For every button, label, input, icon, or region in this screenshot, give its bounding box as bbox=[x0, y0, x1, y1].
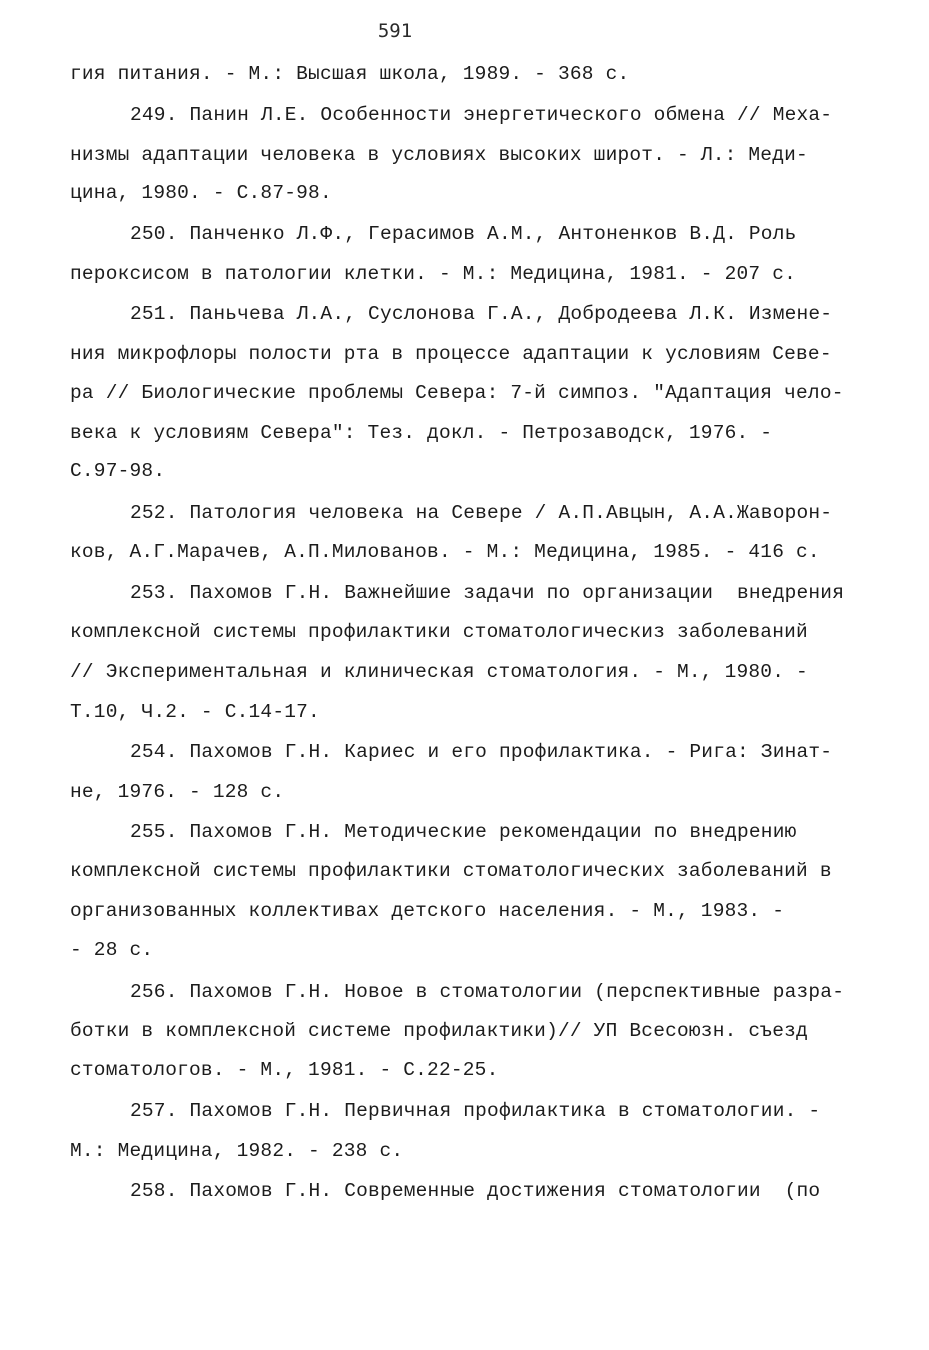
text-line: М.: Медицина, 1982. - 238 с. bbox=[70, 1140, 404, 1162]
text-line: 253. Пахомов Г.Н. Важнейшие задачи по организации внедрения bbox=[130, 582, 845, 604]
text-line: не, 1976. - 128 с. bbox=[70, 781, 285, 803]
text-line: 252. Патология человека на Севере / А.П.Авцын, А.А.Жаворон- bbox=[130, 502, 833, 524]
text-line: ков, А.Г.Марачев, А.П.Милованов. - М.: Медицина, 1985. - 416 с. bbox=[70, 541, 820, 563]
text-line: ния микрофлоры полости рта в процессе адаптации к условиям Севе- bbox=[70, 343, 832, 365]
text-line: века к условиям Севера": Тез. докл. - Петрозаводск, 1976. - bbox=[70, 422, 773, 444]
text-line: С.97-98. bbox=[70, 460, 166, 482]
text-line: 250. Панченко Л.Ф., Герасимов А.М., Антоненков В.Д. Роль bbox=[130, 223, 797, 245]
text-line: пероксисом в патологии клетки. - М.: Медицина, 1981. - 207 с. bbox=[70, 263, 797, 285]
text-line: 257. Пахомов Г.Н. Первичная профилактика в стоматологии. - bbox=[130, 1100, 821, 1122]
text-line: стоматологов. - М., 1981. - С.22-25. bbox=[70, 1059, 499, 1081]
text-line: 249. Панин Л.Е. Особенности энергетического обмена // Меха- bbox=[130, 104, 833, 126]
text-line: - 28 с. bbox=[70, 939, 154, 961]
text-line: 255. Пахомов Г.Н. Методические рекомендации по внедрению bbox=[130, 821, 797, 843]
text-line: 256. Пахомов Г.Н. Новое в стоматологии (перспективные разра- bbox=[130, 981, 845, 1003]
text-line: 251. Паньчева Л.А., Суслонова Г.А., Добродеева Л.К. Измене- bbox=[130, 303, 833, 325]
text-line: комплексной системы профилактики стоматологическиз заболеваний bbox=[70, 621, 808, 643]
text-line: гия питания. - М.: Высшая школа, 1989. - 368 с. bbox=[70, 63, 630, 85]
text-line: 254. Пахомов Г.Н. Кариес и его профилактика. - Рига: Зинат- bbox=[130, 741, 833, 763]
text-line: организованных коллективах детского населения. - М., 1983. - bbox=[70, 900, 785, 922]
text-line: // Экспериментальная и клиническая стоматология. - М., 1980. - bbox=[70, 661, 808, 683]
text-line: низмы адаптации человека в условиях высоких широт. - Л.: Меди- bbox=[70, 144, 808, 166]
page-number: 591 bbox=[377, 20, 413, 42]
text-line: цина, 1980. - С.87-98. bbox=[70, 182, 332, 204]
text-line: 258. Пахомов Г.Н. Современные достижения стоматологии (по bbox=[130, 1180, 821, 1202]
text-line: ра // Биологические проблемы Севера: 7-й симпоз. "Адаптация чело- bbox=[70, 382, 844, 404]
text-line: Т.10, Ч.2. - С.14-17. bbox=[70, 701, 320, 723]
text-line: ботки в комплексной системе профилактики)// УП Всесоюзн. съезд bbox=[70, 1020, 808, 1042]
text-line: комплексной системы профилактики стоматологических заболеваний в bbox=[70, 860, 832, 882]
